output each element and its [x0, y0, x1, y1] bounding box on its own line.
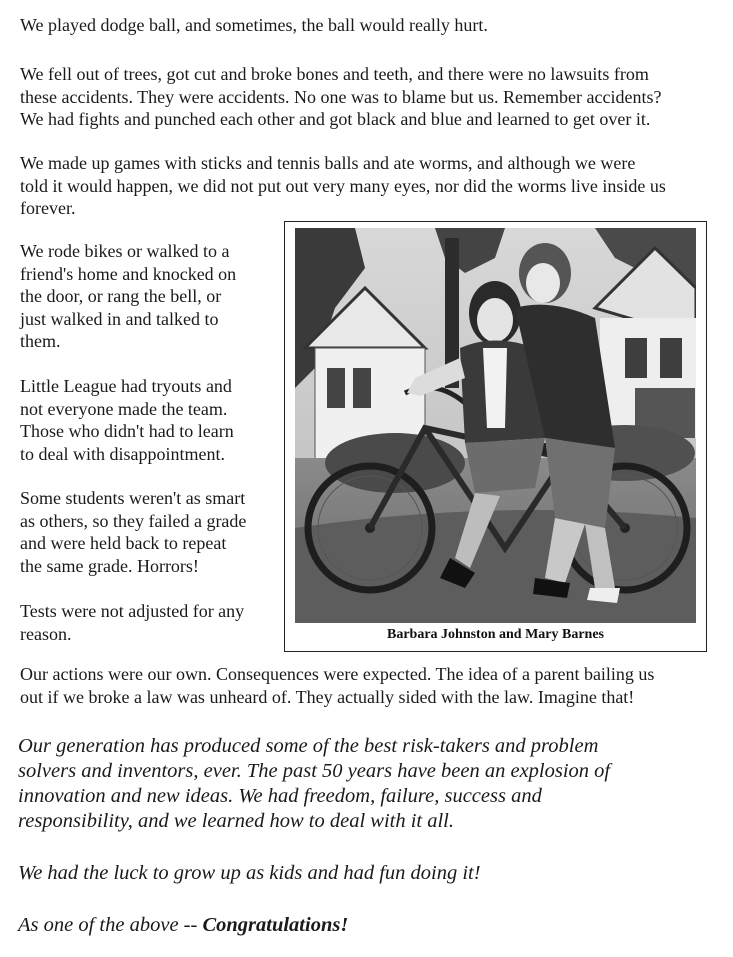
- paragraph-congratulations: [18, 913, 348, 938]
- paragraph-students: Some students weren't as smart as others, so they failed a grade and were held back to repeat the same grade. Horrors!: [20, 488, 247, 576]
- paragraph-luck: We had the luck to grow up as kids and had fun doing it!: [18, 862, 481, 884]
- congrats-word: Congratulations!: [202, 914, 349, 936]
- photo-frame: [284, 221, 707, 652]
- congrats-lead: As one of the above --: [18, 914, 203, 936]
- paragraph-actions: Our actions were our own. Consequences were expected. The idea of a parent bailing us out if we broke a law was unheard of. They actually sided with the law. Imagine that!: [20, 664, 655, 707]
- paragraph-games: We made up games with sticks and tennis balls and ate worms, and although we were told it would happen, we did not put out very many eyes, nor did the worms live inside us forever.: [20, 153, 666, 218]
- paragraph-tests: Tests were not adjusted for any reason.: [20, 601, 245, 644]
- photo-illustration: [295, 228, 696, 623]
- paragraph-generation: Our generation has produced some of the best risk-takers and problem solvers and inventors, ever. The past 50 years have been an explosion of innovation and new ideas. We had freedom, failure, success and responsibility, and we learned how to deal with it all.: [18, 735, 611, 832]
- paragraph-dodge-ball: We played dodge ball, and sometimes, the ball would really hurt.: [20, 15, 488, 35]
- photo-two-girls-on-bicycle: [295, 228, 696, 623]
- photo-caption: Barbara Johnston and Mary Barnes: [386, 627, 605, 642]
- paragraph-accidents: We fell out of trees, got cut and broke bones and teeth, and there were no lawsuits from these accidents. They were accidents. No one was to blame but us. Remember accidents? We had fights and punched each other and got black and blue and learned to get over it.: [20, 64, 662, 129]
- paragraph-little-league: Little League had tryouts and not everyone made the team. Those who didn't had to learn to deal with disappointment.: [20, 376, 234, 464]
- paragraph-bikes: We rode bikes or walked to a friend's home and knocked on the door, or rang the bell, or just walked in and talked to them.: [20, 241, 237, 351]
